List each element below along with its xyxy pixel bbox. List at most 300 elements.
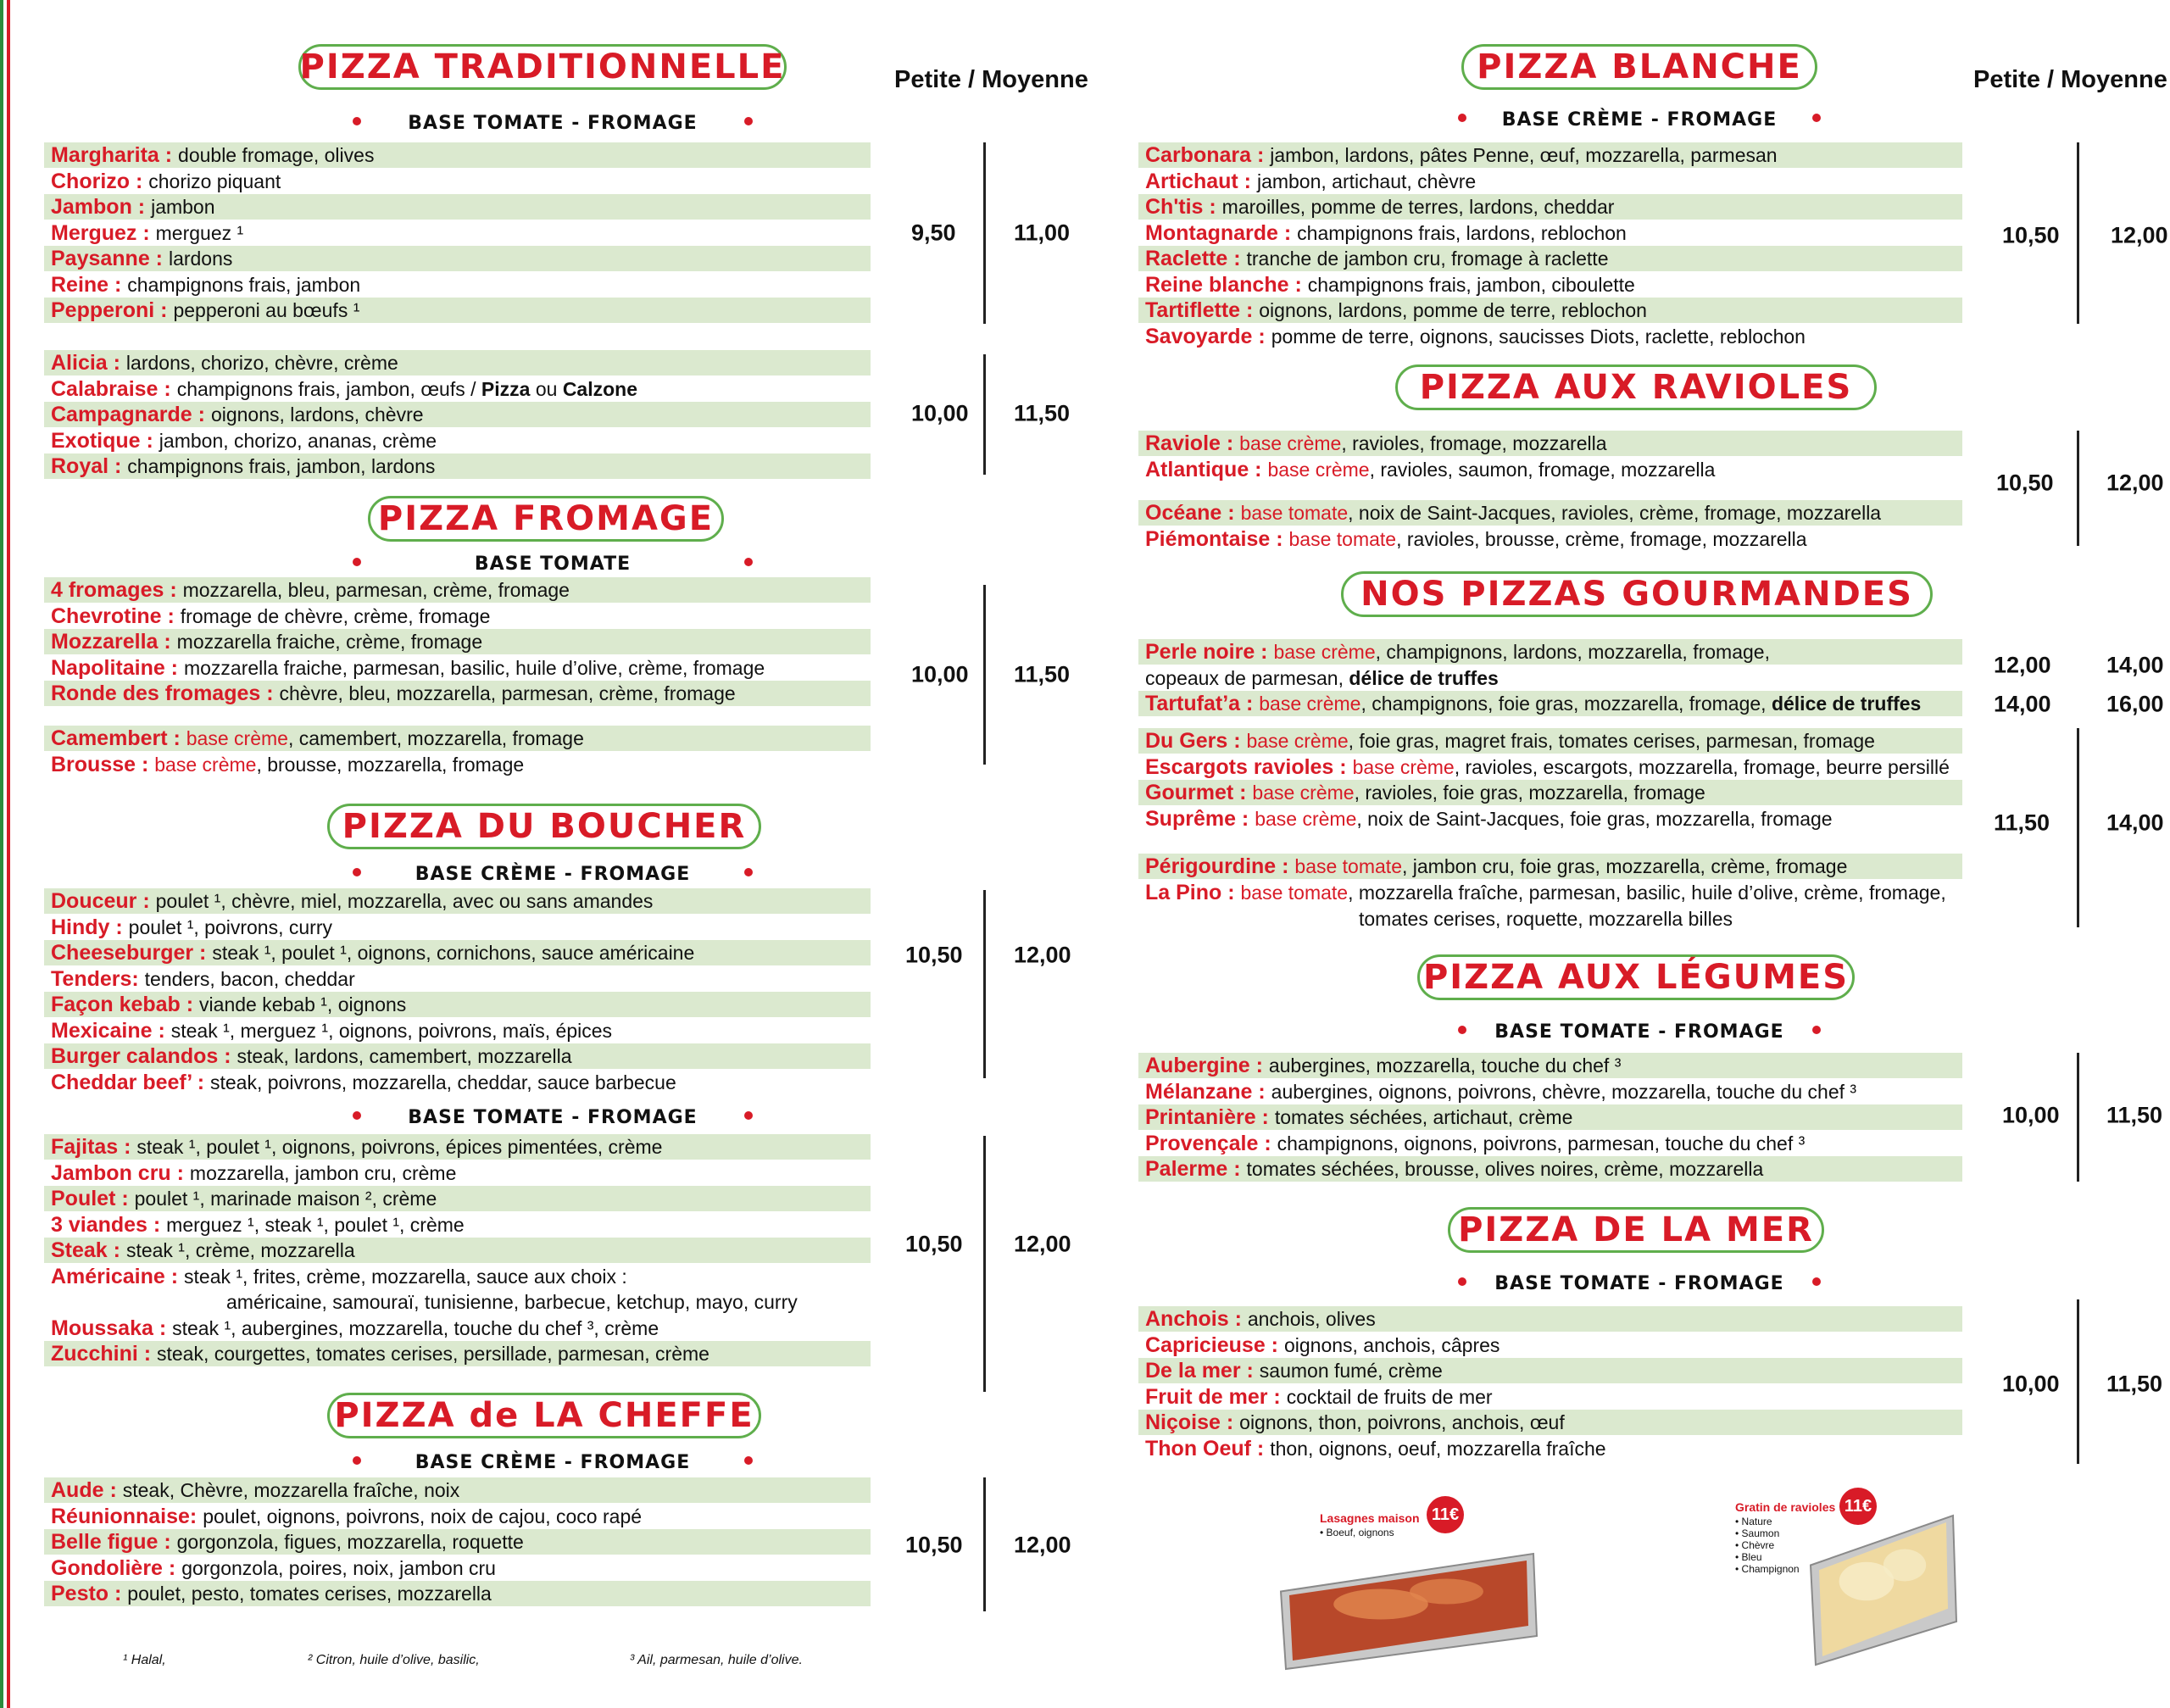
pizza-name: Ch'tis :	[1145, 195, 1222, 219]
pizza-name: Poulet :	[51, 1187, 135, 1210]
pizza-name: Atlantique :	[1145, 457, 1268, 481]
menu-item	[1138, 1384, 1962, 1410]
pizza-name: Jambon cru :	[51, 1160, 190, 1185]
pizza-ingredients: lardons, chorizo, chèvre, crème	[125, 352, 398, 374]
menu-item	[1138, 639, 1962, 665]
price-badge: 11€	[1839, 1488, 1877, 1525]
lasagna-tray-image	[1276, 1547, 1538, 1674]
menu-item	[44, 992, 871, 1017]
menu-item	[1138, 1358, 1962, 1383]
pizza-name: Pepperoni :	[51, 298, 174, 322]
menu-item	[44, 298, 871, 323]
base-type: base tomate	[1288, 527, 1397, 550]
section-title-legumes: PIZZA AUX LÉGUMES	[1417, 954, 1855, 1000]
pizza-ingredients: , ravioles, brousse, crème, fromage, mozzarella	[1396, 527, 1807, 550]
pizza-name: Capricieuse :	[1145, 1332, 1284, 1357]
price-column-header: Petite / Moyenne	[894, 66, 1088, 93]
menu-item	[1138, 754, 1962, 780]
menu-item	[1138, 272, 1962, 298]
pizza-ingredients: fromage de chèvre, crème, fromage	[180, 604, 491, 627]
pizza-name: Du Gers :	[1145, 729, 1247, 753]
base-type: base crème	[1267, 458, 1370, 481]
pizza-name: Tenders:	[51, 966, 145, 991]
bullet-dot	[1812, 1277, 1821, 1286]
gratin-tray-image	[1806, 1509, 1958, 1670]
price-moyenne: 11,50	[2106, 1371, 2163, 1397]
highlight-text: délice de truffes	[1771, 693, 1922, 715]
price-moyenne: 12,00	[2111, 222, 2168, 248]
base-type: base crème	[154, 753, 257, 776]
pizza-name: Exotique :	[51, 428, 159, 453]
price-petite: 10,50	[905, 1231, 963, 1257]
pizza-ingredients: poulet ¹, poivrons, curry	[128, 915, 332, 938]
price-petite: 10,00	[2002, 1102, 2060, 1128]
pizza-ingredients: viande kebab ¹, oignons	[199, 993, 407, 1015]
menu-item	[44, 1018, 871, 1043]
pizza-name: Steak :	[51, 1238, 126, 1262]
menu-item	[44, 888, 871, 914]
pizza-name: Palerme :	[1145, 1157, 1247, 1181]
menu-item	[1138, 324, 1962, 349]
bullet-dot	[744, 1111, 753, 1120]
pizza-name: De la mer :	[1145, 1359, 1260, 1383]
pizza-ingredients: oignons, lardons, chèvre	[210, 403, 424, 426]
section-title-traditionnelle: PIZZA TRADITIONNELLE	[298, 44, 787, 90]
pizza-name: Belle figue :	[51, 1530, 177, 1554]
bullet-dot	[1458, 1026, 1466, 1034]
promo-option: • Saumon	[1735, 1527, 1800, 1539]
pizza-name: Artichaut :	[1145, 169, 1257, 193]
menu-item	[1138, 1156, 1962, 1182]
section-title-boucher: PIZZA DU BOUCHER	[327, 804, 761, 849]
pizza-ingredients: gorgonzola, poires, noix, jambon cru	[181, 1556, 496, 1579]
pizza-ingredients: steak ¹, frites, crème, mozzarella, sauce aux choix :	[184, 1265, 627, 1288]
price-petite: 11,50	[1994, 809, 2050, 836]
base-label-text: BASE TOMATE	[474, 553, 632, 575]
price-petite: 10,50	[2002, 222, 2060, 248]
pizza-name: Pesto :	[51, 1582, 128, 1605]
price-divider	[983, 890, 986, 1078]
menu-item-continued	[1138, 665, 1962, 691]
promo-option: • Nature	[1735, 1516, 1800, 1527]
base-type: base tomate	[1294, 855, 1402, 877]
pizza-ingredients: jambon, artichaut, chèvre	[1256, 170, 1477, 192]
base-type: base crème	[1239, 432, 1342, 454]
pizza-ingredients: mozzarella, jambon cru, crème	[189, 1161, 457, 1184]
pizza-name: Gourmet :	[1145, 781, 1253, 804]
price-moyenne: 12,00	[2106, 470, 2164, 496]
menu-item	[44, 1504, 871, 1529]
pizza-ingredients: tomates séchées, brousse, olives noires, crème, mozzarella	[1246, 1158, 1764, 1180]
bullet-dot	[353, 117, 361, 125]
price-moyenne: 12,00	[1014, 1532, 1071, 1558]
pizza-ingredients: mozzarella fraiche, crème, fromage	[176, 631, 483, 653]
pizza-name: Reine blanche :	[1145, 272, 1308, 297]
menu-item	[1138, 1131, 1962, 1156]
pizza-ingredients: steak ¹, aubergines, mozzarella, touche du chef ³, crème	[172, 1316, 659, 1339]
menu-item	[44, 1160, 871, 1186]
bullet-dot	[1458, 114, 1466, 122]
pizza-ingredients: tranche de jambon cru, fromage à raclette	[1246, 248, 1609, 270]
pizza-ingredients: jambon	[151, 196, 215, 218]
pizza-ingredients: mozzarella, bleu, parmesan, crème, fromage	[182, 579, 570, 601]
pizza-ingredients: steak, courgettes, tomates cerises, persillade, parmesan, crème	[157, 1343, 709, 1365]
pizza-name: Anchois :	[1145, 1307, 1248, 1331]
bullet-dot	[744, 558, 753, 566]
pizza-ingredients: copeaux de parmesan,	[1145, 666, 1349, 689]
pizza-ingredients: , mozzarella fraîche, parmesan, basilic, huile d’olive, crème, fromage,	[1348, 882, 1946, 904]
pizza-name: Moussaka :	[51, 1316, 173, 1340]
pizza-ingredients: tomates cerises, roquette, mozzarella billes	[1359, 908, 1733, 930]
section-title-ravioles: PIZZA AUX RAVIOLES	[1395, 364, 1877, 410]
menu-item	[44, 350, 871, 376]
price-petite: 14,00	[1994, 691, 2051, 717]
pizza-name: Fruit de mer :	[1145, 1384, 1287, 1409]
menu-item	[44, 752, 871, 777]
pizza-ingredients: chorizo piquant	[148, 170, 281, 192]
pizza-ingredients: , noix de Saint-Jacques, ravioles, crème, fromage, mozzarella	[1348, 502, 1882, 524]
pizza-name: Américaine :	[51, 1264, 185, 1288]
pizza-ingredients: merguez ¹, steak ¹, poulet ¹, crème	[166, 1213, 465, 1236]
menu-item	[1138, 246, 1962, 271]
pizza-ingredients: , jambon cru, foie gras, mozzarella, crème, fromage	[1402, 855, 1848, 877]
price-divider	[983, 142, 986, 324]
pizza-ingredients: steak, lardons, camembert, mozzarella	[236, 1045, 572, 1067]
promo-options	[1320, 1527, 1394, 1538]
menu-item	[1138, 1436, 1962, 1461]
promo-options	[1735, 1516, 1800, 1575]
pizza-name: Margharita :	[51, 143, 179, 167]
pizza-name: Aubergine :	[1145, 1054, 1269, 1077]
menu-item	[44, 915, 871, 940]
pizza-name: Hindy :	[51, 915, 129, 939]
menu-item	[44, 726, 871, 751]
pizza-name: Mexicaine :	[51, 1018, 171, 1043]
pizza-ingredients: cocktail de fruits de mer	[1286, 1385, 1493, 1408]
promo-option: • Bleu	[1735, 1551, 1800, 1563]
bullet-dot	[353, 1456, 361, 1465]
pizza-ingredients: , ravioles, foie gras, mozzarella, fromage	[1354, 782, 1705, 804]
pizza-ingredients: , camembert, mozzarella, fromage	[287, 727, 584, 749]
menu-item	[44, 220, 871, 246]
menu-item	[44, 1043, 871, 1069]
menu-item	[44, 1477, 871, 1503]
menu-item	[44, 1529, 871, 1555]
pizza-name: Carbonara :	[1145, 143, 1271, 167]
base-label-boucher_tomate	[353, 1104, 753, 1130]
bullet-dot	[744, 1456, 753, 1465]
price-petite: 10,00	[2002, 1371, 2060, 1397]
pizza-name: Suprême :	[1145, 806, 1255, 831]
base-type: base crème	[1252, 782, 1355, 804]
price-divider	[2077, 431, 2079, 546]
pizza-ingredients: steak, Chèvre, mozzarella fraîche, noix	[122, 1479, 460, 1501]
pizza-ingredients: tenders, bacon, cheddar	[144, 967, 355, 990]
menu-item	[44, 402, 871, 427]
base-type: base crème	[186, 727, 288, 749]
highlight-text: Pizza	[481, 377, 531, 400]
price-divider	[2077, 1053, 2079, 1182]
pizza-ingredients: oignons, thon, poivrons, anchois, œuf	[1239, 1411, 1565, 1433]
menu-item	[44, 1264, 871, 1289]
pizza-name: Cheddar beef’ :	[51, 1070, 210, 1094]
pizza-ingredients: , ravioles, fromage, mozzarella	[1341, 432, 1607, 454]
menu-item	[44, 1555, 871, 1581]
menu-item	[44, 629, 871, 654]
italian-flag-stripes	[0, 0, 12, 1708]
menu-item	[44, 453, 871, 479]
pizza-name: Ronde des fromages :	[51, 682, 280, 705]
menu-item	[44, 1341, 871, 1366]
pizza-name: 3 viandes :	[51, 1212, 167, 1237]
pizza-name: Montagnarde :	[1145, 220, 1298, 245]
pizza-name: Douceur :	[51, 889, 156, 913]
pizza-ingredients: jambon, lardons, pâtes Penne, œuf, mozzarella, parmesan	[1270, 144, 1778, 166]
price-petite: 9,50	[911, 220, 956, 246]
pizza-name: Périgourdine :	[1145, 854, 1295, 878]
pizza-name: Campagnarde :	[51, 403, 211, 426]
footnote: ³ Ail, parmesan, huile d’olive.	[630, 1653, 803, 1667]
price-moyenne: 11,50	[1014, 400, 1071, 426]
pizza-ingredients: champignons frais, jambon	[127, 273, 361, 296]
pizza-ingredients: steak, poivrons, mozzarella, cheddar, sauce barbecue	[210, 1071, 676, 1093]
menu-item	[44, 1212, 871, 1238]
menu-item	[1138, 526, 1962, 552]
pizza-name: Mozzarella :	[51, 630, 177, 654]
pizza-name: Raviole :	[1145, 431, 1240, 455]
base-label-cheffe	[353, 1449, 753, 1475]
pizza-name: Chevrotine :	[51, 604, 181, 628]
pizza-ingredients: tomates séchées, artichaut, crème	[1274, 1106, 1573, 1128]
price-petite: 10,50	[905, 942, 963, 968]
section-title-mer: PIZZA DE LA MER	[1448, 1207, 1824, 1253]
section-title-blanche: PIZZA BLANCHE	[1461, 44, 1817, 90]
price-petite: 10,00	[911, 661, 969, 687]
pizza-name: Cheeseburger :	[51, 941, 213, 965]
pizza-name: Perle noire :	[1145, 640, 1274, 664]
base-label-text: BASE TOMATE - FROMAGE	[1494, 1272, 1784, 1294]
pizza-ingredients: oignons, anchois, câpres	[1283, 1333, 1500, 1356]
base-label-text: BASE CRÈME - FROMAGE	[1501, 108, 1778, 131]
menu-item	[44, 376, 871, 402]
price-moyenne: 11,50	[2106, 1102, 2163, 1128]
base-label-fromage	[353, 551, 753, 576]
pizza-name: Raclette :	[1145, 247, 1247, 270]
bullet-dot	[744, 868, 753, 876]
promo-gratin	[1733, 1488, 1954, 1666]
pizza-name: Royal :	[51, 454, 128, 478]
pizza-ingredients: champignons frais, jambon, œufs /	[176, 377, 481, 400]
pizza-ingredients: , champignons, lardons, mozzarella, fromage,	[1375, 641, 1770, 663]
base-label-traditionnelle	[353, 110, 753, 136]
pizza-ingredients: poulet ¹, marinade maison ², crème	[134, 1188, 437, 1210]
menu-item	[44, 1186, 871, 1211]
promo-title: Gratin de ravioles	[1735, 1500, 1836, 1514]
menu-item	[44, 169, 871, 194]
pizza-name: Fajitas :	[51, 1135, 137, 1159]
pizza-ingredients: pepperoni au bœufs ¹	[173, 299, 360, 321]
pizza-name: Reine :	[51, 272, 128, 297]
menu-item	[44, 940, 871, 965]
menu-item	[1138, 780, 1962, 805]
pizza-ingredients: champignons frais, jambon, lardons	[127, 455, 436, 477]
pizza-name: Piémontaise :	[1145, 526, 1289, 551]
pizza-ingredients: anchois, olives	[1247, 1308, 1376, 1330]
menu-item	[44, 194, 871, 220]
base-label-text: BASE TOMATE - FROMAGE	[408, 1106, 698, 1128]
menu-item	[1138, 1410, 1962, 1435]
pizza-name: Merguez :	[51, 220, 156, 245]
base-type: base crème	[1259, 693, 1361, 715]
menu-item	[1138, 1104, 1962, 1130]
base-type: base crème	[1246, 730, 1349, 752]
price-divider	[983, 1477, 986, 1611]
menu-item-continued	[1138, 906, 1962, 932]
base-label-text: BASE TOMATE - FROMAGE	[408, 112, 698, 134]
bullet-dot	[353, 558, 361, 566]
menu-item	[44, 604, 871, 629]
pizza-ingredients: gorgonzola, figues, mozzarella, roquette	[176, 1531, 524, 1553]
price-moyenne: 14,00	[2106, 652, 2164, 678]
pizza-name: Provençale :	[1145, 1131, 1277, 1155]
pizza-name: Jambon :	[51, 195, 152, 219]
price-moyenne: 12,00	[1014, 1231, 1071, 1257]
menu-item	[1138, 298, 1962, 323]
pizza-name: Aude :	[51, 1478, 123, 1502]
menu-item	[44, 428, 871, 453]
base-label-text: BASE CRÈME - FROMAGE	[415, 1451, 691, 1473]
price-column-header: Petite / Moyenne	[1973, 66, 2167, 93]
pizza-ingredients: aubergines, mozzarella, touche du chef ³	[1268, 1054, 1622, 1077]
menu-item	[1138, 1306, 1962, 1332]
highlight-text: Calzone	[562, 377, 637, 400]
pizza-ingredients: , champignons, foie gras, mozzarella, fromage,	[1360, 693, 1772, 715]
pizza-ingredients: thon, oignons, oeuf, mozzarella fraîche	[1270, 1437, 1606, 1460]
base-label-text: BASE TOMATE - FROMAGE	[1494, 1021, 1784, 1043]
pizza-name: Paysanne :	[51, 247, 169, 270]
pizza-name: Printanière :	[1145, 1105, 1275, 1129]
pizza-ingredients: poulet ¹, chèvre, miel, mozzarella, avec ou sans amandes	[155, 890, 654, 912]
pizza-name: Façon kebab :	[51, 993, 200, 1016]
price-petite: 10,50	[1996, 470, 2054, 496]
pizza-name: Thon Oeuf :	[1145, 1436, 1271, 1460]
pizza-name: Savoyarde :	[1145, 324, 1271, 348]
pizza-name: Brousse :	[51, 752, 155, 776]
pizza-name: Alicia :	[51, 351, 126, 375]
base-type: base tomate	[1240, 882, 1349, 904]
price-divider	[2077, 142, 2079, 324]
pizza-ingredients: ou	[530, 377, 563, 400]
pizza-ingredients: champignons, oignons, poivrons, parmesan, touche du chef ³	[1277, 1132, 1806, 1154]
pizza-name: Camembert :	[51, 726, 186, 750]
menu-item	[44, 1238, 871, 1263]
stripe-red	[7, 0, 10, 1708]
promo-option: • Boeuf, oignons	[1320, 1527, 1394, 1538]
pizza-name: Chorizo :	[51, 169, 149, 193]
bullet-dot	[1458, 1277, 1466, 1286]
section-title-cheffe: PIZZA de LA CHEFFE	[327, 1393, 761, 1438]
pizza-ingredients: chèvre, bleu, mozzarella, parmesan, crème, fromage	[279, 682, 736, 704]
price-divider	[2077, 1299, 2079, 1464]
footnote: ² Citron, huile d’olive, basilic,	[308, 1653, 480, 1667]
pizza-ingredients: poulet, oignons, poivrons, noix de cajou, coco rapé	[203, 1505, 643, 1527]
menu-item	[1138, 457, 1962, 482]
pizza-name: 4 fromages :	[51, 578, 183, 602]
pizza-ingredients: américaine, samouraï, tunisienne, barbecue, ketchup, mayo, curry	[226, 1291, 798, 1313]
section-title-gourmandes: NOS PIZZAS GOURMANDES	[1341, 571, 1933, 617]
menu-item	[1138, 691, 1962, 716]
price-divider	[983, 354, 986, 475]
menu-item	[44, 142, 871, 168]
promo-title: Lasagnes maison	[1320, 1511, 1420, 1525]
pizza-name: Océane :	[1145, 501, 1241, 525]
pizza-ingredients: oignons, lardons, pomme de terre, reblochon	[1259, 299, 1647, 321]
menu-item	[44, 1070, 871, 1095]
price-moyenne: 11,50	[1014, 661, 1071, 687]
bullet-dot	[353, 1111, 361, 1120]
menu-item	[44, 577, 871, 603]
footnote: ¹ Halal,	[123, 1653, 166, 1667]
base-type: base crème	[1273, 641, 1376, 663]
menu-item	[44, 1581, 871, 1606]
menu-item	[1138, 220, 1962, 246]
pizza-name: Escargots ravioles :	[1145, 754, 1353, 779]
base-type: base tomate	[1240, 502, 1349, 524]
price-divider	[983, 585, 986, 765]
promo-lasagnes	[1276, 1496, 1496, 1674]
pizza-ingredients: maroilles, pomme de terres, lardons, cheddar	[1221, 196, 1615, 218]
menu-item	[44, 272, 871, 298]
price-divider	[2077, 728, 2079, 927]
menu-item	[1138, 500, 1962, 526]
pizza-ingredients: lardons	[168, 248, 233, 270]
pizza-name: Napolitaine :	[51, 655, 184, 680]
pizza-ingredients: steak ¹, poulet ¹, oignons, cornichons, sauce américaine	[212, 942, 695, 964]
bullet-dot	[1812, 114, 1821, 122]
price-moyenne: 12,00	[1014, 942, 1071, 968]
base-label-boucher_creme	[353, 861, 753, 887]
promo-option: • Champignon	[1735, 1563, 1800, 1575]
menu-item	[1138, 169, 1962, 194]
pizza-name: Zucchini :	[51, 1342, 157, 1366]
base-type: base crème	[1255, 807, 1357, 830]
bullet-dot	[744, 117, 753, 125]
menu-item	[44, 1134, 871, 1160]
base-label-blanche	[1458, 107, 1821, 132]
pizza-ingredients: , ravioles, escargots, mozzarella, fromage, beurre persillé	[1454, 755, 1950, 778]
price-moyenne: 16,00	[2106, 691, 2164, 717]
bullet-dot	[1812, 1026, 1821, 1034]
menu-item	[44, 246, 871, 271]
menu-item	[1138, 1053, 1962, 1078]
pizza-ingredients: champignons frais, jambon, ciboulette	[1307, 273, 1635, 296]
pizza-name: Calabraise :	[51, 376, 177, 401]
price-badge: 11€	[1427, 1496, 1464, 1533]
menu-item	[1138, 194, 1962, 220]
pizza-ingredients: jambon, chorizo, ananas, crème	[159, 429, 437, 452]
pizza-ingredients: steak ¹, poulet ¹, oignons, poivrons, épices pimentées, crème	[136, 1136, 663, 1158]
menu-item	[44, 966, 871, 992]
pizza-ingredients: champignons frais, lardons, reblochon	[1297, 221, 1627, 244]
pizza-name: Mélanzane :	[1145, 1079, 1271, 1104]
bullet-dot	[353, 868, 361, 876]
menu-item	[44, 655, 871, 681]
pizza-ingredients: , brousse, mozzarella, fromage	[256, 753, 525, 776]
price-moyenne: 11,00	[1014, 220, 1071, 246]
pizza-name: Burger calandos :	[51, 1044, 237, 1068]
price-petite: 12,00	[1994, 652, 2051, 678]
menu-item	[1138, 880, 1962, 905]
